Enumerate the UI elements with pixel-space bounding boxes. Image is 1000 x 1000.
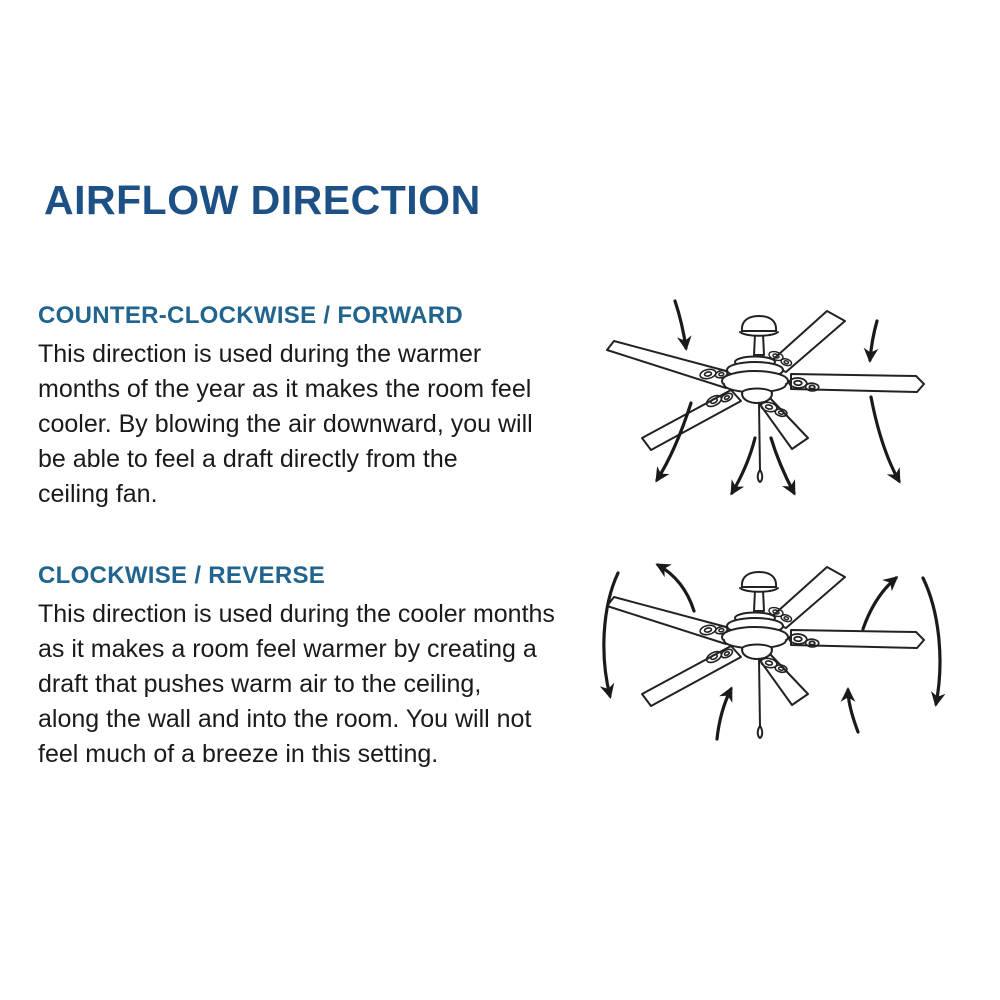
body-line: This direction is used during the cooler months: [38, 600, 555, 628]
up-arrow-icon: [658, 565, 694, 611]
down-arrow-icon: [675, 301, 686, 348]
ceiling-fan-icon: [607, 567, 924, 738]
body-line: as it makes a room feel warmer by creating a: [38, 635, 537, 663]
body-line: draft that pushes warm air to the ceiling,: [38, 670, 482, 698]
section-heading-clockwise-reverse: CLOCKWISE / REVERSE: [38, 562, 326, 589]
section-heading-counter-clockwise-forward: COUNTER-CLOCKWISE / FORWARD: [38, 302, 463, 329]
down-arrow-icon: [870, 321, 877, 360]
down-arrow-icon: [871, 397, 899, 481]
up-arrow-icon: [863, 578, 896, 629]
body-line: cooler. By blowing the air downward, you will: [38, 410, 533, 438]
ceiling-fan-upward-airflow-illustration: [580, 548, 1000, 778]
body-line: be able to feel a draft directly from the: [38, 445, 458, 473]
ceiling-fan-downward-airflow-illustration: [580, 292, 1000, 522]
body-line: along the wall and into the room. You will not: [38, 705, 532, 733]
down-arrow-icon: [732, 438, 755, 493]
body-line: ceiling fan.: [38, 480, 158, 508]
page-title: AIRFLOW DIRECTION: [44, 177, 481, 223]
airflow-down-arrows: [657, 301, 899, 493]
body-line: This direction is used during the warmer: [38, 340, 482, 368]
up-arrow-icon: [848, 690, 858, 732]
body-line: months of the year as it makes the room feel: [38, 375, 532, 403]
body-line: feel much of a breeze in this setting.: [38, 740, 439, 768]
down-wall-arrow-icon: [923, 578, 940, 704]
section-body-counter-clockwise: [38, 337, 533, 512]
ceiling-fan-icon: [607, 311, 924, 482]
up-arrow-icon: [717, 689, 731, 739]
section-body-clockwise: [38, 597, 555, 772]
down-wall-arrow-icon: [604, 573, 618, 696]
